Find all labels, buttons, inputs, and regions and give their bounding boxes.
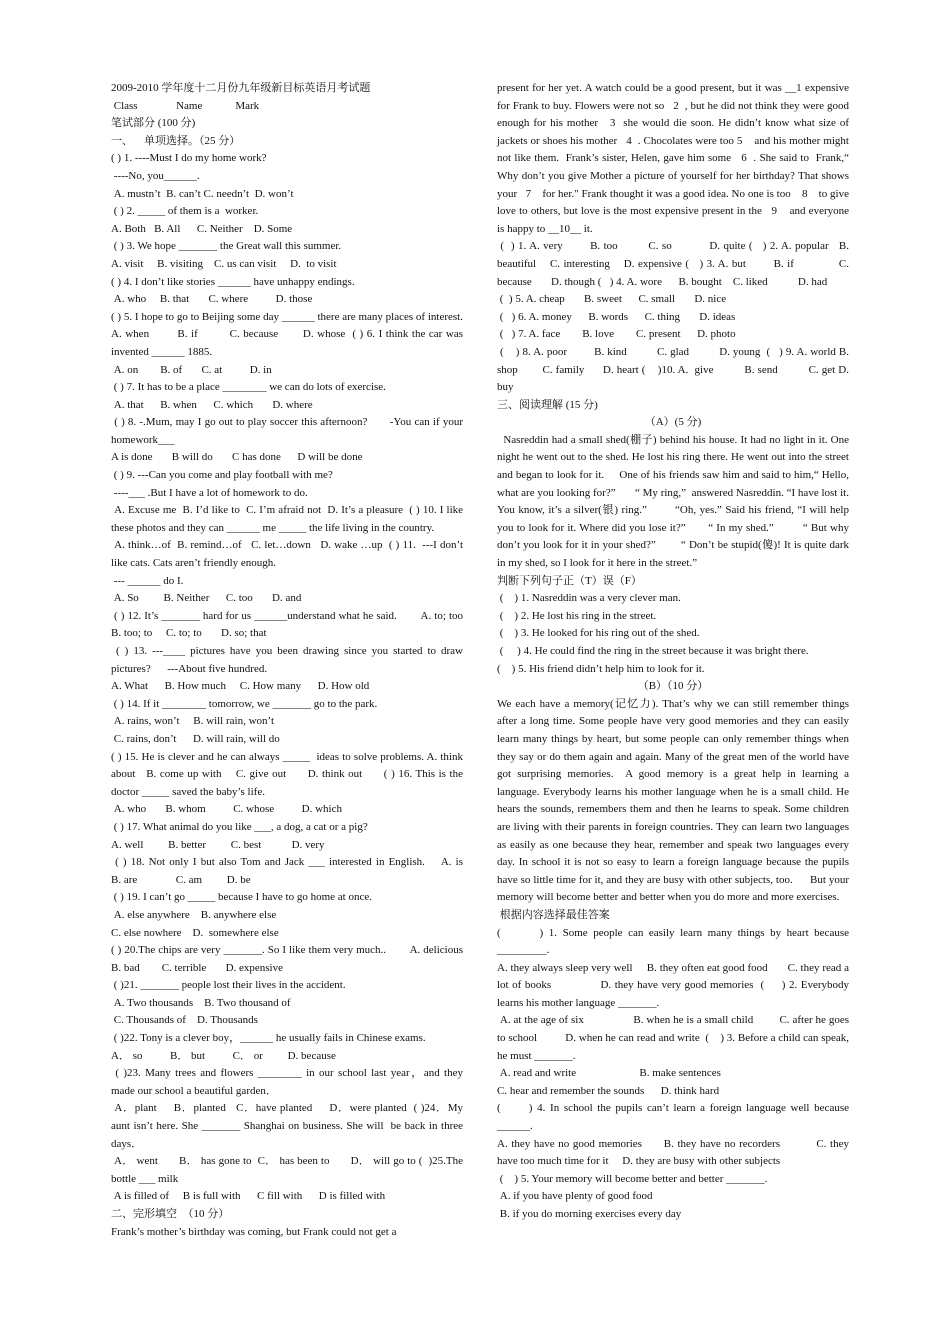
cloze-passage: present for her yet. A watch could be a good present, but it was __1 expensive for Frank to buy. Flowers were not so 2 , but he did not think they were good enough for his mother 3 she would die soon. He didn’t know what size of jackets or shoes his mother 4 . Chocolates were too 5 and his mother might not like them. Frank’s sister, Helen, gave him some 6 . She said to Frank,“ Why don’t you give Mother a picture of yourself for her birthday? That shows your 7 for her." Frank thought it was a good idea. No one is too 8 to give love to others, but love is the most expensive present in the 9 and everyone is happy to __10__ it. (497, 82, 852, 235)
section-heading: 三、阅读理解 (15 分) (497, 398, 598, 411)
answer-options: A. who B. that C. where D. those (111, 293, 313, 306)
question-line: ( ) 4. I don’t like stories ______ have unhappy endings. (111, 275, 355, 288)
answer-options: A. Two thousands B. Two thousand of (111, 996, 291, 1009)
question-line: ( ) 4. In school the pupils can’t learn a foreign language well because ______. (497, 1102, 852, 1133)
answer-options: A. else anywhere B. anywhere else (111, 908, 277, 921)
question-line: ( )21. _______ people lost their lives in the accident. (111, 979, 346, 992)
answer-options: A. What B. How much C. How many D. How old (111, 680, 370, 693)
answer-options: A is filled of B is full with C fill with D is filled with (111, 1190, 386, 1203)
question-line: A. think…of B. remind…of C. let…down D. wake …up ( ) 11. ---I don’t like cats. Cats aren’t friendly enough. (111, 539, 466, 570)
left-column (111, 80, 496, 1241)
instruction-line: 根据内容选择最佳答案 (497, 908, 610, 921)
cloze-passage: Frank’s mother’s birthday was coming, but Frank could not get a (111, 1225, 397, 1238)
question-line: A. Excuse me B. I’d like to C. I’m afraid not D. It’s a pleasure ( ) 10. I like these photos and they can ______ me _____ the life living in the country. (111, 504, 466, 534)
question-line: ( ) 2. He lost his ring in the street. (497, 609, 657, 622)
answer-options: B. if you do morning exercises every day (497, 1208, 682, 1220)
passage-a-text: Nasreddin had a small shed(棚子) behind his house. It had no light in it. One night he went out to the shed. He lost his ring there. He went out into the street and began to look for it. One of his friends saw him and said to him,“ Hello, what are you looking for?” “ My ring,” answered Nasreddin. “I have lost it. You know, it’s a silver(银) ring.” “Oh, yes.” Said his friend, “I will help you to look for it. Where did you lose it?” “ In my shed.” “ But why don’t you look for it in your shed?” “ Don’t be stupid(傻)! It is quite dark in my shed, so I look for it here in the street.” (497, 433, 852, 570)
passage-a-heading: （A）(5 分) (644, 416, 702, 429)
question-line: ( ) 5. I hope to go to Beijing some day ______ there are many places of interest. A. when B. if C. because D. whose ( ) 6. I think the car was invented ______ 1885. (111, 310, 472, 358)
answer-options: C. else nowhere D. somewhere else (111, 926, 279, 939)
answer-options: A. well B. better C. best D. very (111, 838, 325, 851)
answer-options: A. Both B. All C. Neither D. Some (111, 222, 293, 235)
answer-options: C. rains, don’t D. will rain, will do (111, 732, 280, 745)
section-written: 笔试部分 (100 分) (111, 117, 196, 130)
question-line: ( ) 4. He could find the ring in the street because it was bright there. (497, 645, 809, 657)
question-line: ( ) 2. _____ of them is a worker. (111, 205, 259, 218)
answer-options: A． so B． but C． or D. because (111, 1049, 336, 1062)
cloze-options: ( ) 6. A. money B. words C. thing D. ideas (497, 310, 736, 323)
question-line: ( ) 17. What animal do you like ___, a dog, a cat or a pig? (111, 820, 368, 833)
cloze-options: ( ) 1. A. very B. too C. so D. quite ( ) 2. A. popular B. beautiful C. interesting D. expensive ( ) 3. A. but B. if C. because D. though ( ) 4. A. wore B. bought C. liked D. had (497, 240, 852, 288)
question-line: ----___ .But I have a lot of homework to do. (111, 486, 308, 499)
passage-b-heading: （B）（10 分） (637, 680, 709, 693)
answer-options: A. visit B. visiting C. us can visit D. to visit (111, 257, 337, 270)
answer-options: A. read and write B. make sentences (497, 1067, 721, 1080)
question-line: A．plant B．planted C．have planted D．were planted ( )24．My aunt isn’t here. She _______ Shanghai on business. She will be back in three days． (111, 1102, 466, 1150)
question-line: ( ) 1. Nasreddin was a very clever man. (497, 592, 681, 605)
question-line: ( ) 7. It has to be a place ________ we can do lots of exercise. (111, 381, 386, 394)
question-line: ( ) 20.The chips are very _______. So I like them very much.. A. delicious B. bad C. terrible D. expensive (111, 944, 474, 974)
answer-options: A. So B. Neither C. too D. and (111, 592, 302, 605)
answer-options: A. who B. whom C. whose D. which (111, 803, 342, 816)
answer-options: A. they have no good memories B. they have no recorders C. they have too much time for it D. they are busy with other subjects (497, 1137, 852, 1168)
cloze-options: ( ) 8. A. poor B. kind C. glad D. young ( ) 9. A. world B. shop C. family D. heart ( )10. A. give B. send C. get D. buy (497, 345, 852, 394)
question-line: ----No, you______. (111, 169, 200, 182)
instruction-line: 判断下列句子正（T）误（F） (497, 574, 642, 587)
question-line: ( )22. Tony is a clever boy，______ he usually fails in Chinese exams. (111, 1032, 426, 1045)
question-line: --- ______ do I. (111, 574, 184, 587)
answer-options: C. Thousands of D. Thousands (111, 1014, 258, 1027)
question-line: A． went B． has gone to C． has been to D． will go to ( )25.The bottle ___ milk (111, 1155, 466, 1185)
cloze-options: ( ) 5. A. cheap B. sweet C. small D. nice (497, 293, 727, 306)
exam-title: 2009-2010 学年度十二月份九年级新目标英语月考试题 (111, 82, 371, 94)
cloze-options: ( ) 7. A. face B. love C. present D. photo (497, 328, 736, 341)
passage-b-text: We each have a memory(记忆力). That’s why we can still remember things after a long time. Some people have very good memories and they can easily learn many things by heart, but some people can only remember things when they say or do them again and again. Many of the great men of the world have got surprising memories. A good memory is a great help in learning a language. Everybody learns his mother language when he is a small child. He hears the sounds, remembers them and then he learns to speak. Some children are living with their parents in foreign countries. They can learn two languages as easily as one because they hear, remember and speak two languages every day. In school it is not so easy to learn a foreign language because the pupils have so little time for it, and they are busy with other subjects, too. But your memory will become better and better when you do more and more exercises. (497, 697, 852, 904)
question-line: ( ) 3. He looked for his ring out of the shed. (497, 627, 700, 640)
question-line: ( ) 5. Your memory will become better and better _______. (497, 1172, 768, 1185)
question-line: ( ) 13. ---____ pictures have you been drawing since you started to draw pictures? ---About five hundred. (111, 645, 466, 675)
question-line: ( ) 8. -.Mum, may I go out to play soccer this afternoon? -You can if your homework___ (111, 416, 466, 446)
question-line: ( ) 18. Not only I but also Tom and Jack ___ interested in English. A. is B. are C. am D. be (111, 856, 496, 886)
answer-options: A. that B. when C. which D. where (111, 398, 313, 411)
question-line: ( ) 1. Some people can easily learn many things by heart because _________. (497, 926, 852, 957)
section-heading: 二、完形填空 （10 分） (111, 1208, 230, 1220)
answer-options: A. they always sleep very well B. they often eat good food C. they read a lot of books D. they have very good memories ( ) 2. Everybody learns his mother language _______. (497, 961, 852, 1009)
question-line: ( ) 9. ---Can you come and play football with me? (111, 469, 333, 482)
question-line: ( ) 1. ----Must I do my home work? (111, 152, 267, 165)
question-line: ( ) 5. His friend didn’t help him to look for it. (497, 662, 705, 675)
question-line: ( ) 12. It’s _______ hard for us ______understand what he said. A. to; too B. too; to C. to; to D. so; that (111, 609, 474, 640)
question-line: ( )23. Many trees and flowers ________ in our school last year，and they made our school a beautiful garden． (111, 1067, 466, 1097)
answer-options: C. hear and remember the sounds D. think hard (497, 1084, 720, 1097)
question-line: ( ) 3. We hope _______ the Great wall this summer. (111, 240, 342, 253)
right-column (497, 80, 852, 1224)
answer-options: A. mustn’t B. can’t C. needn’t D. won’t (111, 187, 294, 200)
section-heading: 一、 单项选择。（25 分） (111, 134, 241, 147)
answer-options: A. if you have plenty of good food (497, 1190, 653, 1203)
question-line: ( ) 19. I can’t go _____ because I have to go home at once. (111, 891, 372, 904)
answer-options: A. at the age of six B. when he is a small child C. after he goes to school D. when he can read and write ( ) 3. Before a child can speak, he must _______. (497, 1014, 852, 1062)
question-line: ( ) 14. If it ________ tomorrow, we _______ go to the park. (111, 697, 378, 710)
answer-options: A is done B will do C has done D will be done (111, 451, 363, 464)
question-line: ( ) 15. He is clever and he can always _____ ideas to solve problems. A. think about B. come up with C. give out D. think out ( ) 16. This is the doctor _____ saved the baby’s life. (111, 750, 466, 798)
answer-options: A. on B. of C. at D. in (111, 363, 272, 376)
header-fields: Class Name Mark (111, 99, 260, 112)
answer-options: A. rains, won’t B. will rain, won’t (111, 715, 275, 728)
